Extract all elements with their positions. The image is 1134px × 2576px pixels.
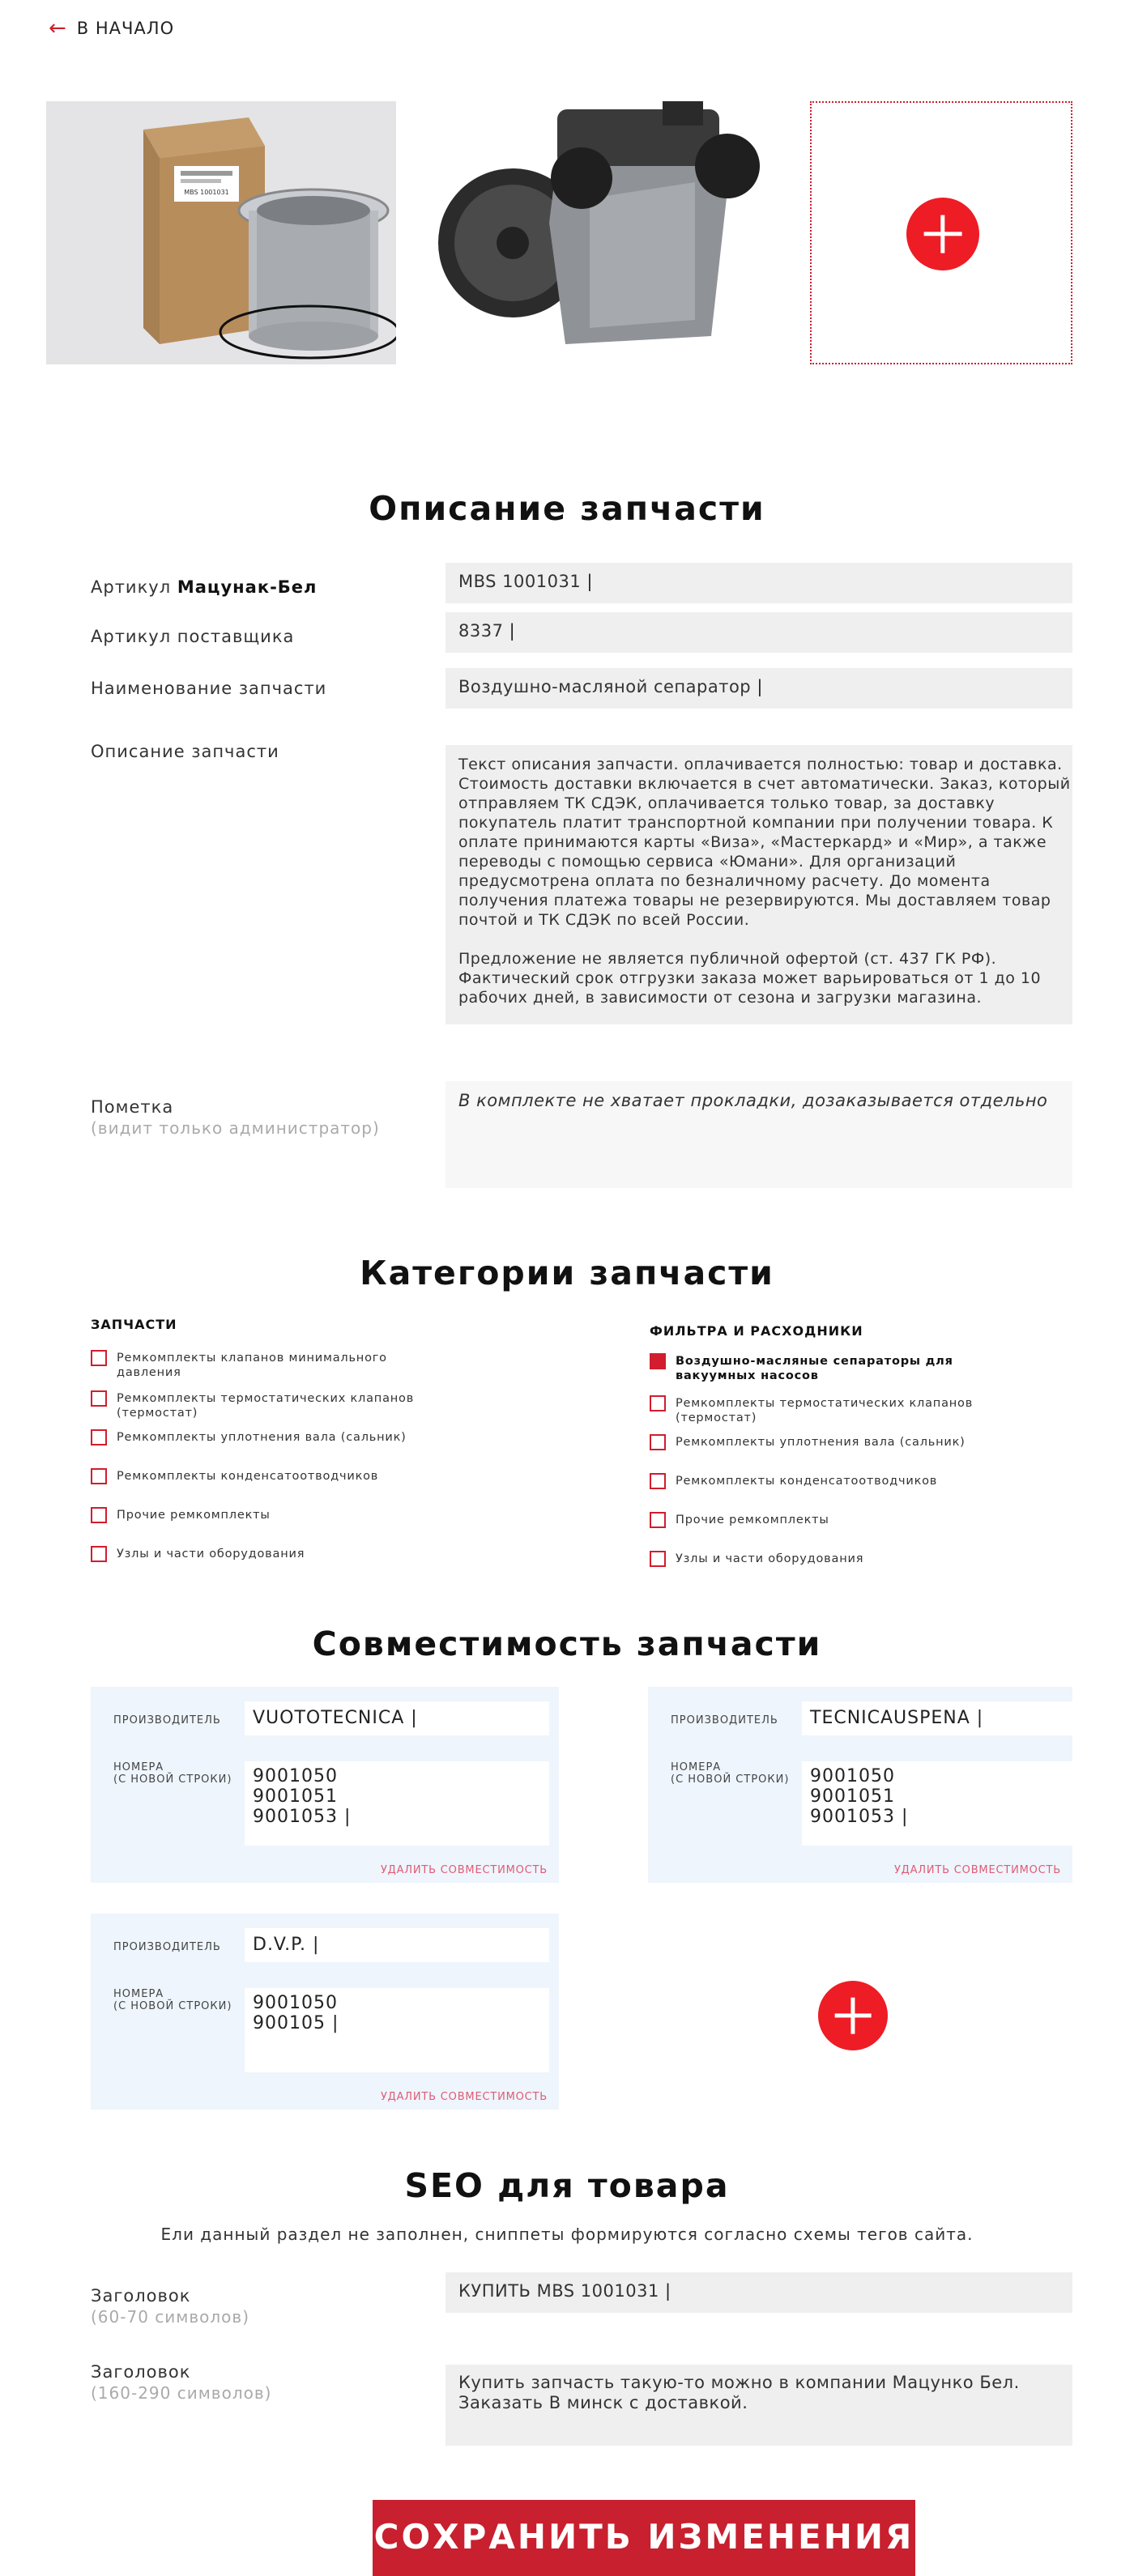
category-option-label: Ремкомплекты термостатических клапанов (термостат) xyxy=(676,1397,974,1424)
numbers-input[interactable]: 9001050 9001051 9001053 | xyxy=(245,1761,549,1846)
checkbox[interactable] xyxy=(650,1434,666,1450)
maker-value: D.V.P. xyxy=(253,1935,306,1955)
category-option-label: Прочие ремкомплекты xyxy=(117,1509,271,1522)
article-label xyxy=(91,577,317,597)
separator-image xyxy=(46,101,396,364)
seo-description-label-text: Заголовок xyxy=(91,2362,191,2382)
category-option[interactable] xyxy=(650,1435,990,1450)
section-title-categories: Категории запчасти xyxy=(360,1254,774,1292)
article-field[interactable] xyxy=(446,563,1072,603)
add-photo-slot[interactable] xyxy=(810,101,1072,364)
category-option[interactable] xyxy=(91,1547,431,1562)
maker-label: ПРОИЗВОДИТЕЛЬ xyxy=(113,1714,221,1727)
maker-value: VUOTOTECNICA xyxy=(253,1708,405,1728)
seo-note: Ели данный раздел не заполнен, сниппеты формируются согласно схемы тегов сайта. xyxy=(160,2225,974,2244)
delete-compat-link[interactable]: УДАЛИТЬ СОВМЕСТИМОСТЬ xyxy=(380,1864,548,1876)
checkbox[interactable] xyxy=(650,1551,666,1567)
note-label xyxy=(91,1097,380,1138)
arrow-left-icon: ← xyxy=(49,16,67,40)
checkbox[interactable] xyxy=(650,1473,666,1489)
category-option[interactable] xyxy=(650,1474,990,1489)
maker-label: ПРОИЗВОДИТЕЛЬ xyxy=(671,1714,778,1727)
seo-description-label xyxy=(91,2362,271,2403)
category-option-label: Узлы и части оборудования xyxy=(117,1548,305,1561)
category-group-parts: ЗАПЧАСТИ xyxy=(91,1317,177,1332)
numbers-input[interactable]: 9001050 9001051 9001053 | xyxy=(802,1761,1072,1846)
supplier-article-value: 8337 | xyxy=(458,621,515,641)
note-sublabel: (видит только администратор) xyxy=(91,1118,380,1138)
checkbox[interactable] xyxy=(91,1390,107,1407)
category-option[interactable] xyxy=(650,1354,990,1383)
maker-value: TECNICAUSPENA xyxy=(810,1708,970,1728)
checkbox[interactable] xyxy=(91,1468,107,1484)
compat-card xyxy=(91,1687,559,1883)
category-option-label: Воздушно-масляные сепараторы для вакуумных насосов xyxy=(676,1355,953,1382)
category-option-label: Ремкомплекты конденсатоотводчиков xyxy=(117,1470,379,1483)
seo-title-sublabel: (60-70 символов) xyxy=(91,2307,249,2327)
category-option-label: Ремкомплекты термостатических клапанов (термостат) xyxy=(117,1392,415,1420)
box-print-text: MBS 1001031 xyxy=(184,189,229,196)
category-option[interactable] xyxy=(91,1469,431,1484)
category-option-label: Ремкомплекты уплотнения вала (сальник) xyxy=(676,1436,966,1449)
category-option[interactable] xyxy=(91,1430,431,1446)
part-name-field[interactable] xyxy=(446,668,1072,709)
note-label-text: Пометка xyxy=(91,1097,174,1117)
numbers-input[interactable]: 9001050 900105 | xyxy=(245,1988,549,2072)
category-option-label: Ремкомплекты конденсатоотводчиков xyxy=(676,1475,938,1488)
category-group-filters: ФИЛЬТРА И РАСХОДНИКИ xyxy=(650,1323,863,1339)
compressor-image xyxy=(436,101,770,364)
numbers-value: 9001050 900105 xyxy=(253,1993,338,2033)
seo-title-value: КУПИТЬ MBS 1001031 | xyxy=(458,2281,671,2301)
category-option[interactable] xyxy=(650,1513,990,1528)
numbers-value: 9001050 9001051 9001053 xyxy=(253,1766,338,1827)
category-option[interactable] xyxy=(91,1351,431,1380)
delete-compat-link[interactable]: УДАЛИТЬ СОВМЕСТИМОСТЬ xyxy=(893,1864,1061,1876)
checkbox[interactable] xyxy=(650,1512,666,1528)
category-option[interactable] xyxy=(91,1391,431,1420)
compat-card xyxy=(91,1914,559,2110)
add-photo-icon[interactable] xyxy=(906,198,979,270)
back-link[interactable] xyxy=(49,18,174,39)
seo-description-field[interactable]: Купить запчасть такую-то можно в компании Мацунко Бел. Заказать В минск с доставкой. xyxy=(446,2365,1072,2446)
seo-title-label xyxy=(91,2286,249,2327)
maker-input[interactable]: TECNICAUSPENA | xyxy=(802,1701,1072,1735)
numbers-label: НОМЕРА (С НОВОЙ СТРОКИ) xyxy=(671,1761,790,1786)
numbers-value: 9001050 9001051 9001053 xyxy=(810,1766,895,1827)
checkbox[interactable] xyxy=(91,1350,107,1366)
category-option[interactable] xyxy=(650,1396,990,1425)
section-title-compat: Совместимость запчасти xyxy=(312,1624,822,1663)
note-field[interactable]: В комплекте не хватает прокладки, дозаказывается отдельно xyxy=(446,1081,1072,1188)
seo-description-sublabel: (160-290 символов) xyxy=(91,2383,272,2403)
supplier-article-field[interactable] xyxy=(446,612,1072,653)
save-button[interactable]: СОХРАНИТЬ ИЗМЕНЕНИЯ xyxy=(373,2500,915,2576)
photo-separator[interactable] xyxy=(46,101,396,364)
seo-title-label-text: Заголовок xyxy=(91,2286,191,2306)
category-option-label: Ремкомплекты уплотнения вала (сальник) xyxy=(117,1431,407,1444)
checkbox[interactable] xyxy=(91,1546,107,1562)
category-option-label: Прочие ремкомплекты xyxy=(676,1514,829,1526)
section-title-description: Описание запчасти xyxy=(369,489,765,528)
numbers-label: НОМЕРА (С НОВОЙ СТРОКИ) xyxy=(113,1988,232,2012)
part-name-label: Наименование запчасти xyxy=(91,679,327,698)
part-description-field[interactable]: Текст описания запчасти. оплачивается полностью: товар и доставка. Стоимость доставки включается в счет автоматически. Заказ, который отправляем ТК СДЭК, оплачивается только товар, за доставку покупатель платит транспортной компании при получении товара. К оплате принимаются карты «Виза», «Мастеркард» и «Мир», а также переводы с помощью сервиса «Юмани». Для организаций предусмотрена оплата по безналичному расчету. До момента получения платежа товары не резервируются. Мы доставляем товар почтой и ТК СДЭК по всей России. Предложение не является публичной офертой (ст. 437 ГК РФ). Фактический срок отгрузки заказа может варьироваться от 1 до 10 рабочих дней, в зависимости от сезона и загрузки магазина. xyxy=(446,745,1072,1024)
article-label-brand: Мацунак-Бел xyxy=(177,577,318,597)
seo-title-field[interactable] xyxy=(446,2272,1072,2313)
category-option[interactable] xyxy=(650,1552,990,1567)
part-description-label: Описание запчасти xyxy=(91,742,279,761)
supplier-label: Артикул поставщика xyxy=(91,627,295,646)
section-title-seo: SEO для товара xyxy=(404,2166,730,2205)
maker-label: ПРОИЗВОДИТЕЛЬ xyxy=(113,1941,221,1953)
checkbox[interactable] xyxy=(91,1507,107,1523)
category-option[interactable] xyxy=(91,1508,431,1523)
checkbox[interactable] xyxy=(91,1429,107,1446)
checkbox[interactable] xyxy=(650,1353,666,1369)
category-option-label: Ремкомплекты клапанов минимального давления xyxy=(117,1352,387,1379)
checkbox[interactable] xyxy=(650,1395,666,1411)
compat-card xyxy=(648,1687,1072,1883)
add-compat-icon[interactable] xyxy=(818,1981,888,2050)
category-option-label: Узлы и части оборудования xyxy=(676,1552,864,1565)
delete-compat-link[interactable]: УДАЛИТЬ СОВМЕСТИМОСТЬ xyxy=(380,2091,548,2103)
article-value: MBS 1001031 | xyxy=(458,572,593,591)
back-link-label: В НАЧАЛО xyxy=(76,19,175,38)
maker-input[interactable]: VUOTOTECNICA | xyxy=(245,1701,549,1735)
numbers-label: НОМЕРА (С НОВОЙ СТРОКИ) xyxy=(113,1761,232,1786)
part-name-value: Воздушно-масляной сепаратор | xyxy=(458,677,763,696)
photo-compressor[interactable] xyxy=(436,101,770,364)
maker-input[interactable]: D.V.P. | xyxy=(245,1928,549,1962)
article-label-prefix: Артикул xyxy=(91,577,172,597)
